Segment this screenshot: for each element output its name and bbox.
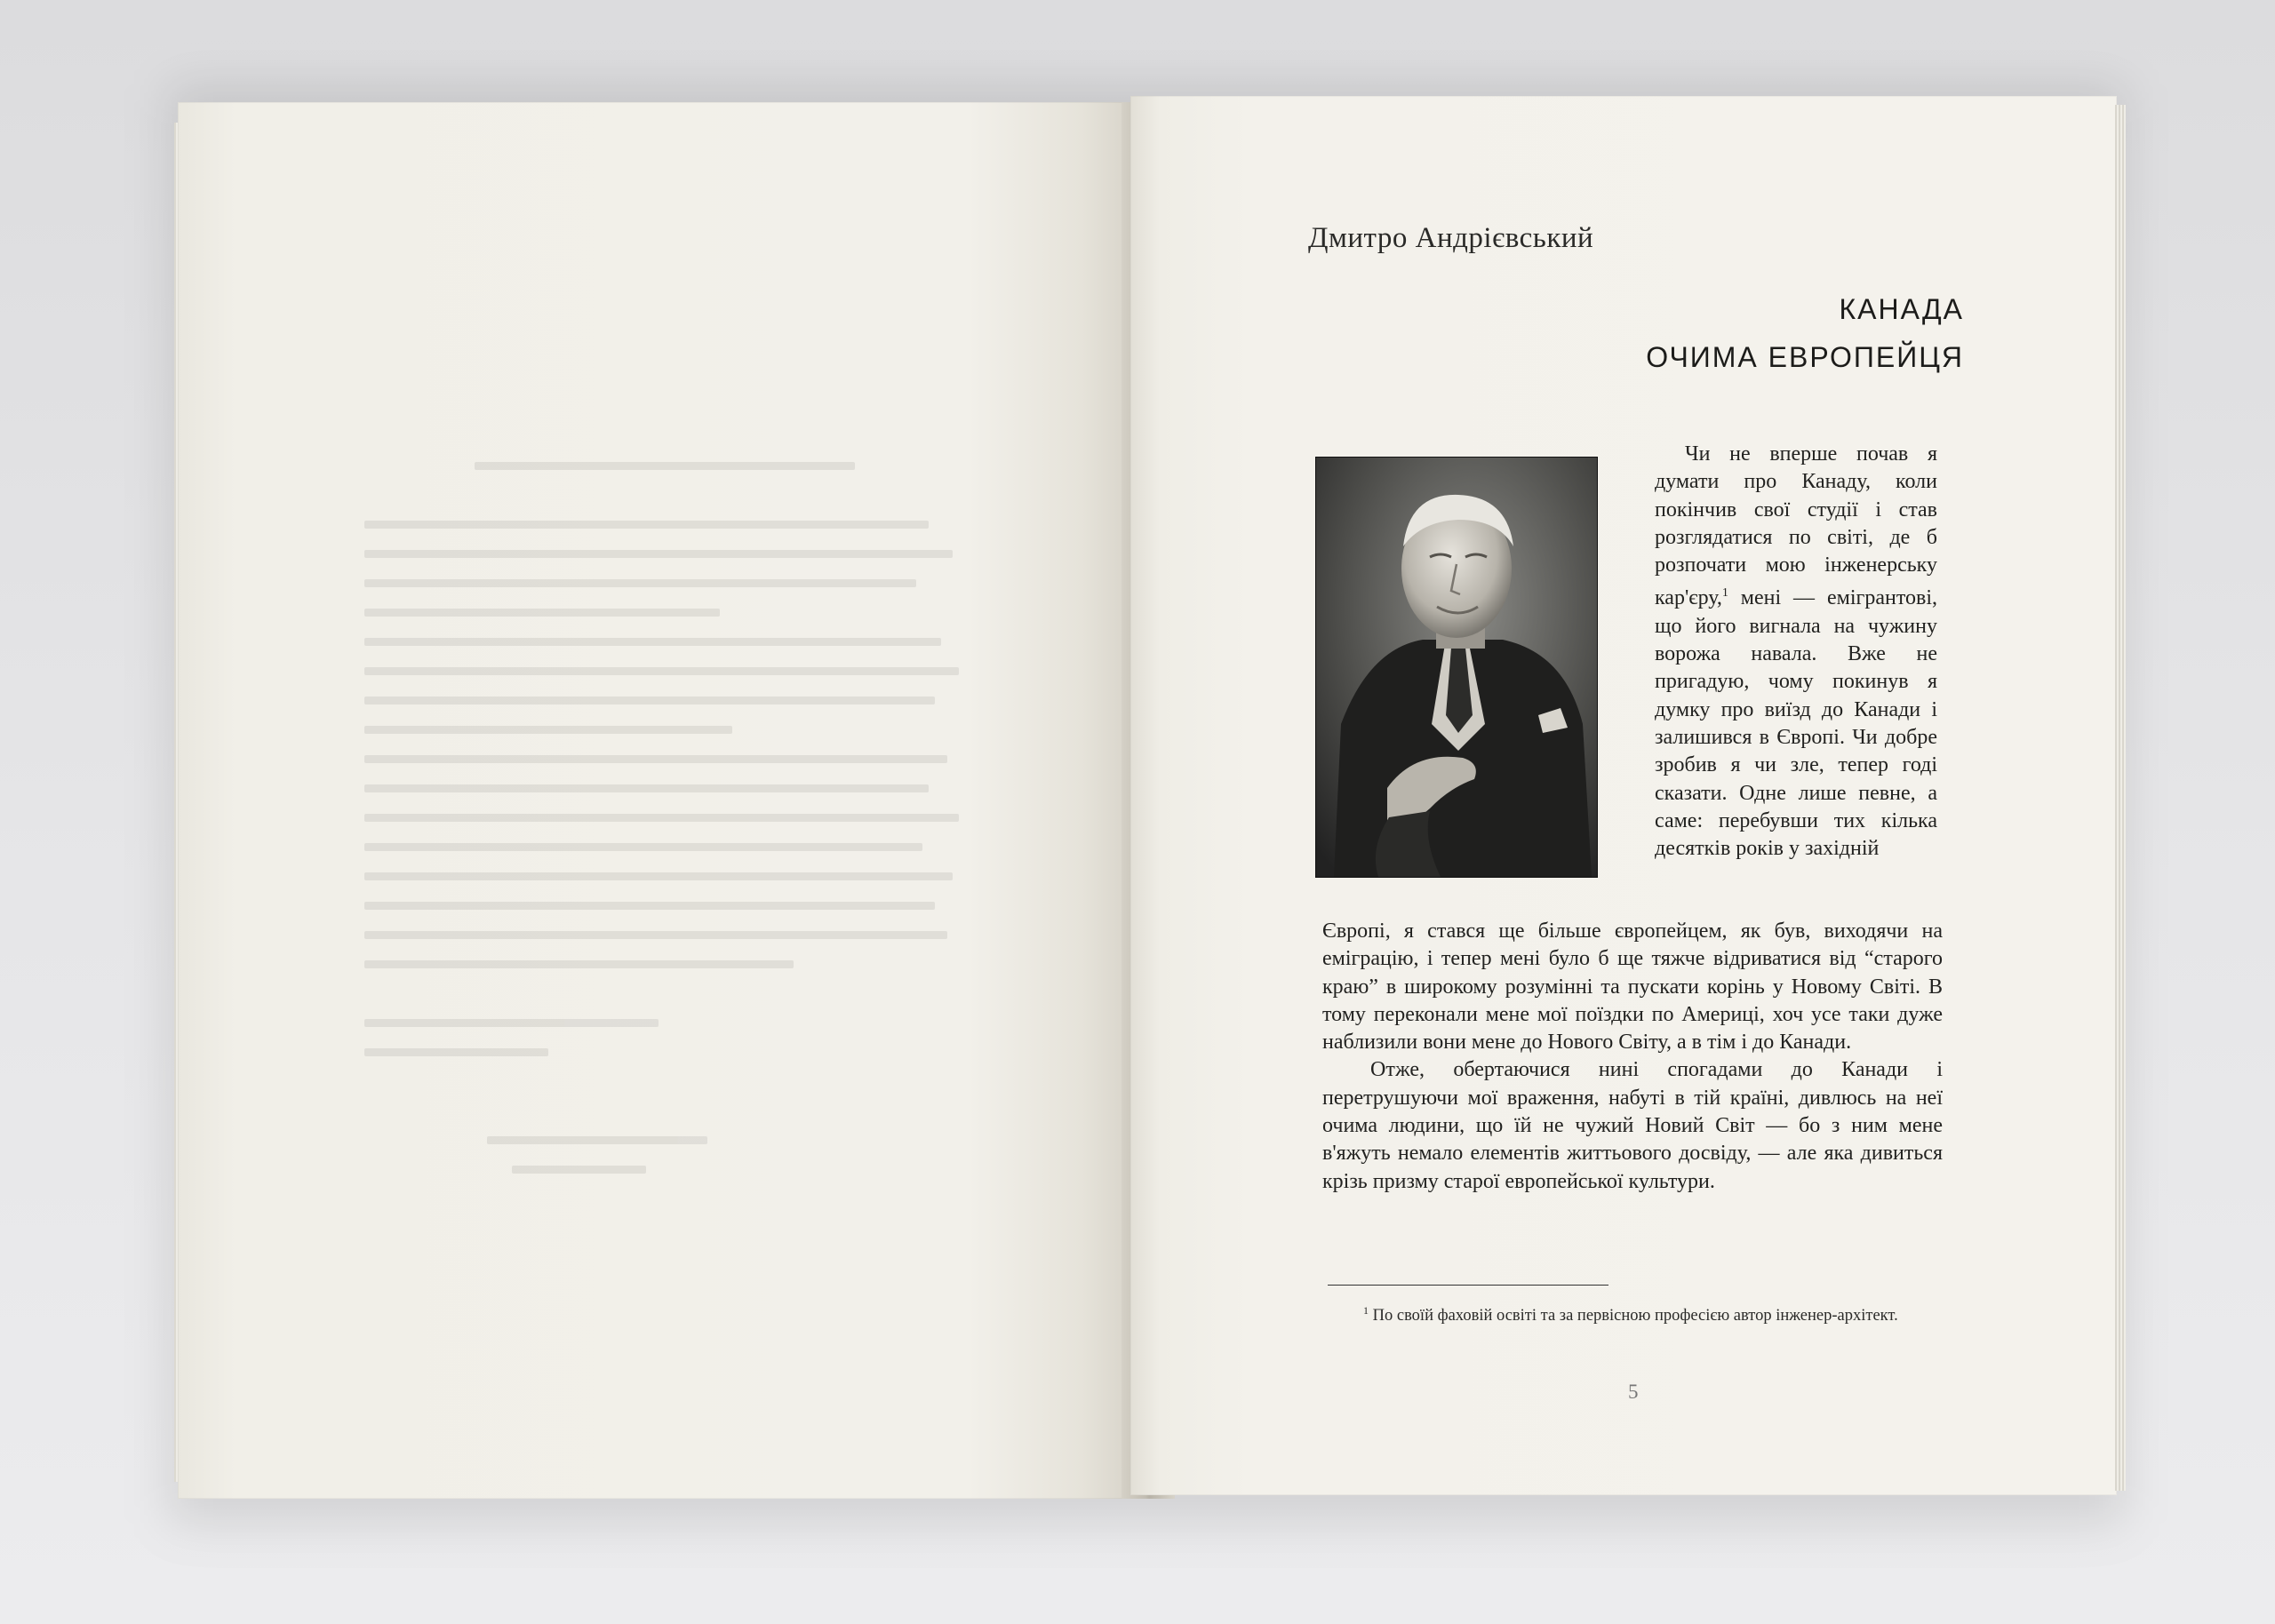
- chapter-title-line-1: КАНАДА: [1839, 293, 1964, 325]
- chapter-title-line-2: ОЧИМА ЕВРОПЕЙЦЯ: [1646, 341, 1964, 373]
- author-portrait-photo: [1315, 457, 1598, 878]
- footnote-number: 1: [1363, 1304, 1369, 1317]
- page-number: 5: [1628, 1381, 1639, 1403]
- left-page-show-through-text: [364, 462, 978, 1368]
- footnote-text: По своїй фаховій освіті та за первісною професією автор інженер-архітект.: [1372, 1307, 1898, 1325]
- right-page: [1130, 96, 2117, 1495]
- opening-paragraph-continuation: Європі, я стався ще більше європейцем, як був, виходячи на еміграцію, і тепер мені було б ще тяжче відриватися від “старого краю” в широкому розумінні та пускати корінь у Новому Світі. В тому переконали мене мої поїздки по Америці, хоч усе таки дуже наблизили вони мене до Нового Світу, а в тім і до Канади.: [1322, 919, 1943, 1055]
- footnote-reference: 1: [1721, 586, 1728, 601]
- second-paragraph: Отже, обертаючися нині спогадами до Канади і перетрушуючи мої враження, набуті в тій країні, дивлюсь на неї очима людини, що їй не чужий Новий Світ — бо з ним мене в'яжуть немало елементів життьового досвіду, — але яка дивиться крізь призму старої европейської культури.: [1322, 1058, 1943, 1193]
- opening-paragraph: [1655, 441, 1937, 863]
- author-name: Дмитро Андрієвський: [1308, 222, 1594, 254]
- opening-text-part-1: Чи не вперше почав я думати про Канаду, коли покінчив свої студії і став розглядатися по світі, де б розпочати мою інженерську кар'єру,: [1655, 442, 1937, 610]
- portrait-image: [1316, 458, 1597, 877]
- right-page-edges: [2115, 105, 2126, 1491]
- opening-text-part-2: мені — емігрантові, що його вигнала на чужину ворожа навала. Вже не пригадую, чому покинув я думку про виїзд до Канади і залишився в Європі. Чи добре зробив я чи зле, тепер годі сказати. Одне лише певне, а саме: перебувши тих кілька десятків років у західній: [1655, 586, 1937, 861]
- body-text: [1322, 918, 1943, 1196]
- footnote-divider: [1328, 1285, 1608, 1286]
- footnote: [1328, 1294, 1950, 1333]
